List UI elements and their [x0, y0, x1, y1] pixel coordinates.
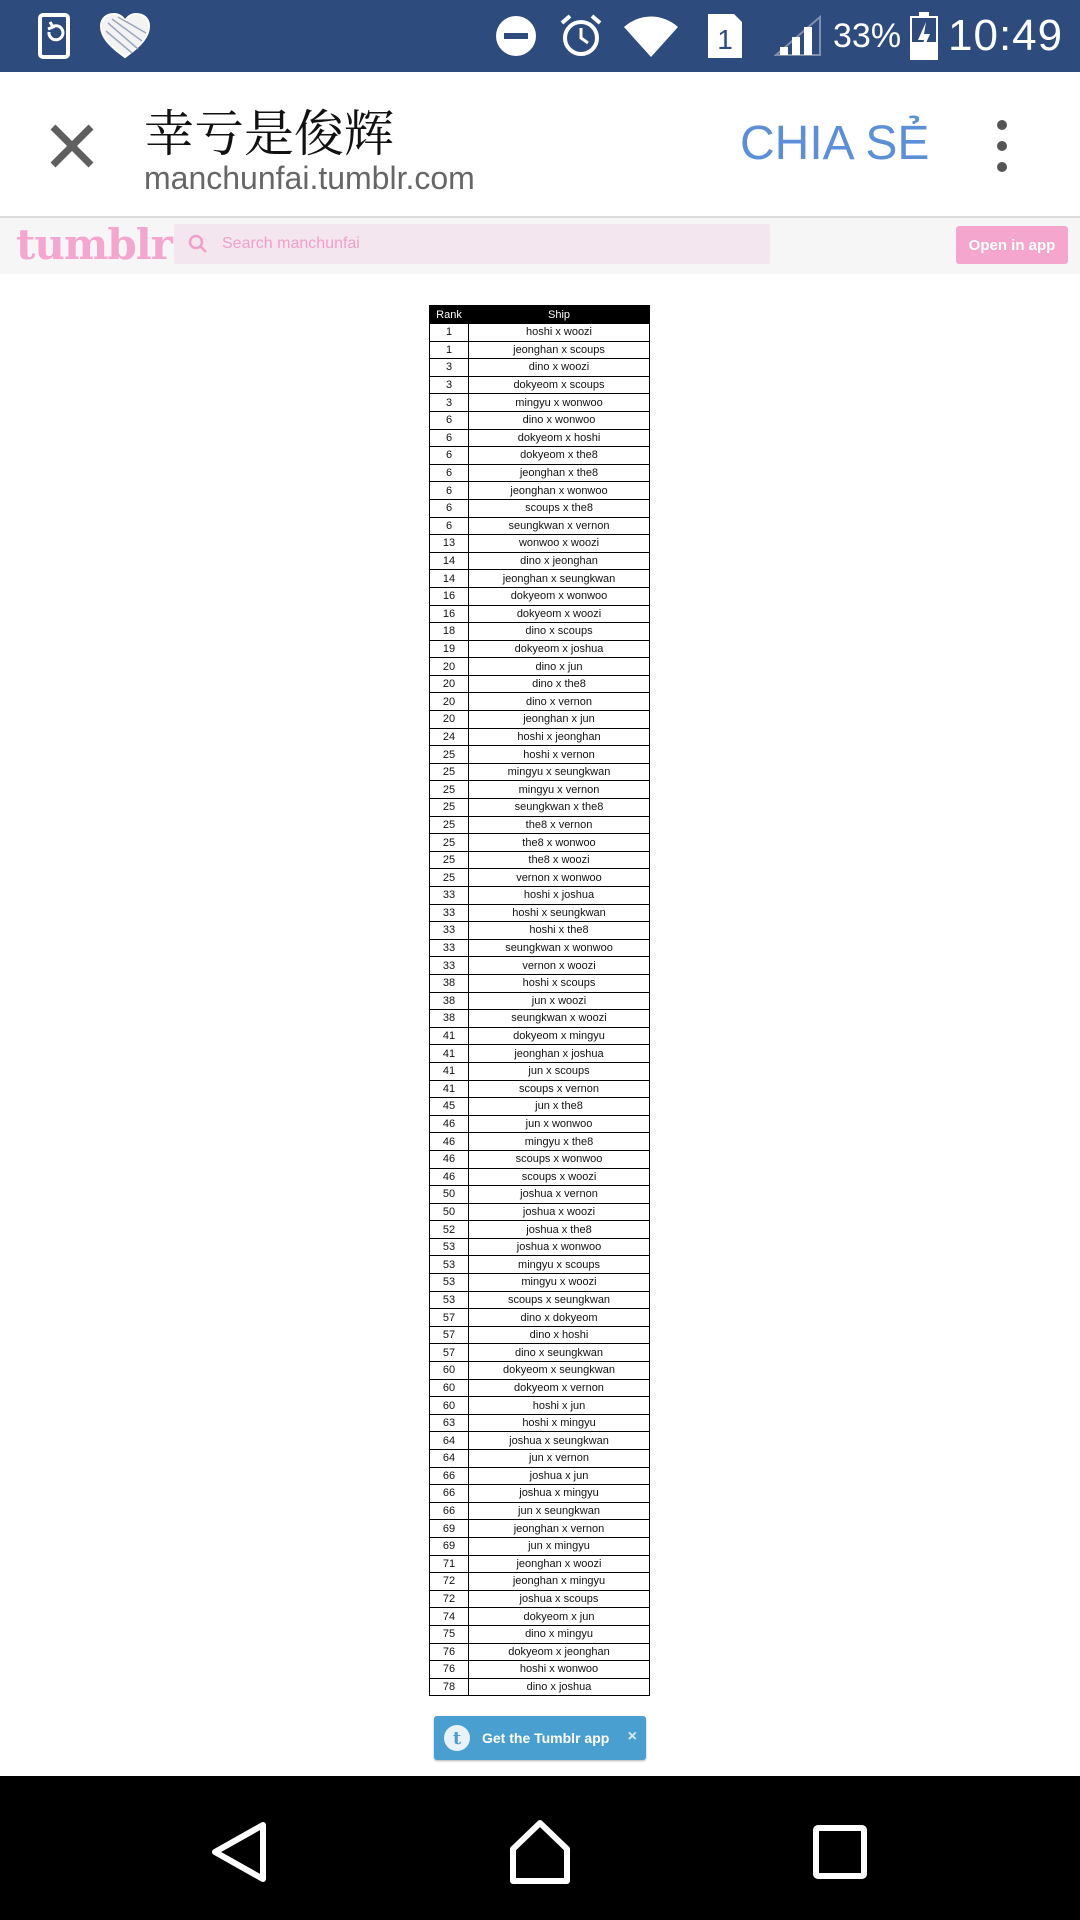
ship-cell: jeonghan x wonwoo: [469, 482, 650, 500]
ship-cell: mingyu x woozi: [469, 1274, 650, 1292]
rank-cell: 25: [430, 763, 469, 781]
table-row: [430, 957, 650, 975]
rank-cell: 46: [430, 1168, 469, 1186]
ship-cell: dino x dokyeom: [469, 1309, 650, 1327]
ship-cell: mingyu x scoups: [469, 1256, 650, 1274]
ship-cell: dokyeom x woozi: [469, 605, 650, 623]
ship-cell: dino x hoshi: [469, 1326, 650, 1344]
do-not-disturb-icon: [494, 0, 538, 72]
rank-cell: 6: [430, 517, 469, 535]
open-in-app-button[interactable]: Open in app: [956, 226, 1068, 264]
rank-cell: 25: [430, 816, 469, 834]
table-row: [430, 869, 650, 887]
rank-cell: 60: [430, 1397, 469, 1415]
ship-cell: hoshi x the8: [469, 922, 650, 940]
table-row: [430, 1573, 650, 1591]
rank-cell: 25: [430, 799, 469, 817]
ship-cell: mingyu x wonwoo: [469, 394, 650, 412]
table-row: [430, 1045, 650, 1063]
ship-cell: jeonghan x the8: [469, 464, 650, 482]
close-icon: [47, 121, 97, 171]
ship-cell: hoshi x vernon: [469, 746, 650, 764]
ship-cell: dino x wonwoo: [469, 411, 650, 429]
table-row: [430, 517, 650, 535]
table-row: [430, 992, 650, 1010]
rank-cell: 13: [430, 535, 469, 553]
table-row: [430, 1362, 650, 1380]
rank-cell: 25: [430, 834, 469, 852]
rank-cell: 33: [430, 887, 469, 905]
table-row: [430, 1608, 650, 1626]
table-row: [430, 922, 650, 940]
table-row: [430, 1661, 650, 1679]
custom-tab-toolbar: [0, 72, 1080, 218]
rank-cell: 50: [430, 1203, 469, 1221]
table-row: [430, 816, 650, 834]
table-row: [430, 1027, 650, 1045]
table-row: [430, 1379, 650, 1397]
table-row: [430, 623, 650, 641]
table-row: [430, 341, 650, 359]
rank-cell: 69: [430, 1520, 469, 1538]
ship-cell: hoshi x scoups: [469, 974, 650, 992]
table-row: [430, 1010, 650, 1028]
rank-cell: 69: [430, 1537, 469, 1555]
table-row: [430, 1168, 650, 1186]
ship-cell: seungkwan x woozi: [469, 1010, 650, 1028]
rank-cell: 38: [430, 992, 469, 1010]
ship-cell: mingyu x vernon: [469, 781, 650, 799]
rank-cell: 72: [430, 1590, 469, 1608]
battery-icon: [910, 0, 938, 72]
rank-cell: 20: [430, 693, 469, 711]
tumblr-t-icon: t: [444, 1725, 470, 1751]
recents-icon: [812, 1824, 868, 1880]
table-row: [430, 1397, 650, 1415]
page-title: 幸亏是俊辉: [144, 105, 394, 163]
ship-cell: joshua x scoups: [469, 1590, 650, 1608]
rank-cell: 3: [430, 359, 469, 377]
rank-cell: 75: [430, 1625, 469, 1643]
ship-cell: dokyeom x mingyu: [469, 1027, 650, 1045]
rank-cell: 60: [430, 1379, 469, 1397]
rank-cell: 19: [430, 640, 469, 658]
ship-cell: dokyeom x scoups: [469, 376, 650, 394]
ship-cell: dino x vernon: [469, 693, 650, 711]
tumblr-header: [0, 218, 1080, 274]
rank-cell: 53: [430, 1256, 469, 1274]
table-row: [430, 1133, 650, 1151]
home-button[interactable]: [500, 1812, 580, 1892]
rank-cell: 76: [430, 1643, 469, 1661]
ship-cell: dino x mingyu: [469, 1625, 650, 1643]
ship-cell: dokyeom x hoshi: [469, 429, 650, 447]
table-row: [430, 1625, 650, 1643]
table-row: [430, 693, 650, 711]
ship-rank-table: [429, 305, 650, 1696]
ship-cell: scoups x woozi: [469, 1168, 650, 1186]
rank-cell: 25: [430, 746, 469, 764]
ship-cell: jeonghan x joshua: [469, 1045, 650, 1063]
ship-cell: dokyeom x seungkwan: [469, 1362, 650, 1380]
ship-cell: the8 x wonwoo: [469, 834, 650, 852]
ship-cell: jun x seungkwan: [469, 1502, 650, 1520]
table-row: [430, 1555, 650, 1573]
rank-cell: 46: [430, 1133, 469, 1151]
table-row: [430, 1502, 650, 1520]
ship-cell: dino x joshua: [469, 1678, 650, 1696]
rank-cell: 3: [430, 394, 469, 412]
rank-cell: 66: [430, 1485, 469, 1503]
rank-cell: 33: [430, 957, 469, 975]
table-row: [430, 1432, 650, 1450]
back-button[interactable]: [200, 1812, 280, 1892]
rank-cell: 25: [430, 869, 469, 887]
rank-cell: 71: [430, 1555, 469, 1573]
wifi-icon: [622, 0, 680, 72]
table-row: [430, 763, 650, 781]
rank-cell: 18: [430, 623, 469, 641]
table-row: [430, 851, 650, 869]
rank-cell: 64: [430, 1432, 469, 1450]
ship-cell: dino x jun: [469, 658, 650, 676]
table-row: [430, 728, 650, 746]
table-row: [430, 974, 650, 992]
ship-cell: dino x jeonghan: [469, 552, 650, 570]
table-row: [430, 781, 650, 799]
rank-cell: 72: [430, 1573, 469, 1591]
get-tumblr-app-banner[interactable]: [434, 1716, 646, 1760]
more-vert-icon[interactable]: [984, 116, 1020, 176]
rank-cell: 53: [430, 1291, 469, 1309]
share-button[interactable]: CHIA SẺ: [740, 117, 930, 170]
rank-cell: 50: [430, 1186, 469, 1204]
rank-cell: 45: [430, 1098, 469, 1116]
ship-cell: jun x scoups: [469, 1062, 650, 1080]
table-row: [430, 605, 650, 623]
ship-cell: scoups x wonwoo: [469, 1150, 650, 1168]
rank-cell: 6: [430, 447, 469, 465]
ship-cell: joshua x woozi: [469, 1203, 650, 1221]
table-row: [430, 939, 650, 957]
ship-cell: joshua x wonwoo: [469, 1238, 650, 1256]
rank-cell: 63: [430, 1414, 469, 1432]
ship-cell: jeonghan x scoups: [469, 341, 650, 359]
rank-cell: 41: [430, 1027, 469, 1045]
table-row: [430, 1098, 650, 1116]
ship-cell: mingyu x the8: [469, 1133, 650, 1151]
rank-cell: 57: [430, 1309, 469, 1327]
rank-cell: 41: [430, 1062, 469, 1080]
rank-cell: 3: [430, 376, 469, 394]
ship-cell: hoshi x woozi: [469, 324, 650, 342]
rank-cell: 46: [430, 1150, 469, 1168]
sim-card-icon: [706, 0, 744, 72]
table-row: [430, 711, 650, 729]
table-row: [430, 1238, 650, 1256]
table-row: [430, 1203, 650, 1221]
table-row: [430, 887, 650, 905]
table-row: [430, 429, 650, 447]
rank-cell: 33: [430, 904, 469, 922]
ship-cell: the8 x woozi: [469, 851, 650, 869]
table-row: [430, 1326, 650, 1344]
ship-cell: the8 x vernon: [469, 816, 650, 834]
table-row: [430, 1450, 650, 1468]
ship-cell: jun x mingyu: [469, 1537, 650, 1555]
table-row: [430, 640, 650, 658]
table-row: [430, 1344, 650, 1362]
close-button[interactable]: [40, 114, 104, 178]
ship-cell: dino x scoups: [469, 623, 650, 641]
ship-cell: seungkwan x wonwoo: [469, 939, 650, 957]
table-row: [430, 675, 650, 693]
rank-cell: 6: [430, 429, 469, 447]
table-row: [430, 570, 650, 588]
table-body: [430, 324, 650, 1696]
clock: 10:49: [948, 11, 1064, 60]
ship-cell: joshua x jun: [469, 1467, 650, 1485]
tumblr-logo[interactable]: tumblr: [16, 220, 172, 269]
ship-cell: jeonghan x woozi: [469, 1555, 650, 1573]
ship-cell: jeonghan x jun: [469, 711, 650, 729]
table-row: [430, 1520, 650, 1538]
table-row: [430, 1274, 650, 1292]
navigation-bar: [0, 1776, 1080, 1920]
ship-cell: jun x wonwoo: [469, 1115, 650, 1133]
heart-sketch-icon: [98, 0, 152, 72]
ship-cell: scoups x seungkwan: [469, 1291, 650, 1309]
table-row: [430, 1309, 650, 1327]
search-icon: [188, 233, 210, 255]
rank-cell: 57: [430, 1344, 469, 1362]
alarm-icon: [558, 0, 604, 72]
ship-cell: dokyeom x jun: [469, 1608, 650, 1626]
rank-cell: 16: [430, 605, 469, 623]
ship-cell: vernon x woozi: [469, 957, 650, 975]
ship-cell: joshua x mingyu: [469, 1485, 650, 1503]
rank-cell: 57: [430, 1326, 469, 1344]
table-row: [430, 1186, 650, 1204]
table-row: [430, 1062, 650, 1080]
ship-cell: mingyu x seungkwan: [469, 763, 650, 781]
ship-cell: hoshi x jun: [469, 1397, 650, 1415]
table-row: [430, 394, 650, 412]
rank-cell: 74: [430, 1608, 469, 1626]
table-row: [430, 1414, 650, 1432]
rank-cell: 1: [430, 324, 469, 342]
table-row: [430, 359, 650, 377]
rank-cell: 41: [430, 1080, 469, 1098]
table-row: [430, 1485, 650, 1503]
rank-cell: 66: [430, 1502, 469, 1520]
search-box[interactable]: [174, 224, 770, 264]
rank-cell: 14: [430, 552, 469, 570]
rank-cell: 53: [430, 1238, 469, 1256]
rank-cell: 14: [430, 570, 469, 588]
status-bar: [0, 0, 1080, 72]
ship-cell: joshua x the8: [469, 1221, 650, 1239]
ship-cell: seungkwan x vernon: [469, 517, 650, 535]
rank-cell: 52: [430, 1221, 469, 1239]
rank-cell: 6: [430, 411, 469, 429]
ship-cell: hoshi x joshua: [469, 887, 650, 905]
rank-cell: 53: [430, 1274, 469, 1292]
rank-cell: 60: [430, 1362, 469, 1380]
table-row: [430, 658, 650, 676]
rank-cell: 41: [430, 1045, 469, 1063]
header-rank: Rank: [430, 306, 469, 324]
table-row: [430, 482, 650, 500]
rank-cell: 6: [430, 464, 469, 482]
rank-cell: 25: [430, 851, 469, 869]
table-row: [430, 1678, 650, 1696]
screen-rotate-icon: [38, 0, 70, 72]
rank-cell: 33: [430, 939, 469, 957]
table-row: [430, 499, 650, 517]
rank-cell: 1: [430, 341, 469, 359]
rank-cell: 20: [430, 675, 469, 693]
ship-cell: joshua x seungkwan: [469, 1432, 650, 1450]
table-row: [430, 834, 650, 852]
rank-cell: 6: [430, 482, 469, 500]
table-row: [430, 535, 650, 553]
rank-cell: 64: [430, 1450, 469, 1468]
ship-cell: jeonghan x mingyu: [469, 1573, 650, 1591]
sim-badge: 1: [717, 24, 733, 55]
ship-cell: dokyeom x vernon: [469, 1379, 650, 1397]
rank-cell: 6: [430, 499, 469, 517]
table-row: [430, 587, 650, 605]
rank-cell: 76: [430, 1661, 469, 1679]
ship-cell: dokyeom x the8: [469, 447, 650, 465]
table-row: [430, 1590, 650, 1608]
table-row: [430, 1256, 650, 1274]
table-row: [430, 904, 650, 922]
table-row: [430, 1467, 650, 1485]
table-row: [430, 746, 650, 764]
table-row: [430, 1291, 650, 1309]
ship-cell: dokyeom x joshua: [469, 640, 650, 658]
ship-cell: dino x the8: [469, 675, 650, 693]
ship-cell: dino x woozi: [469, 359, 650, 377]
table-row: [430, 1150, 650, 1168]
ship-cell: wonwoo x woozi: [469, 535, 650, 553]
search-input[interactable]: [220, 234, 764, 254]
table-row: [430, 552, 650, 570]
ship-cell: dokyeom x wonwoo: [469, 587, 650, 605]
rank-cell: 16: [430, 587, 469, 605]
ship-cell: scoups x the8: [469, 499, 650, 517]
ship-cell: hoshi x mingyu: [469, 1414, 650, 1432]
ship-cell: dokyeom x jeonghan: [469, 1643, 650, 1661]
ship-cell: jeonghan x seungkwan: [469, 570, 650, 588]
ship-cell: joshua x vernon: [469, 1186, 650, 1204]
page-url: manchunfai.tumblr.com: [144, 160, 475, 196]
ship-cell: hoshi x seungkwan: [469, 904, 650, 922]
rank-cell: 78: [430, 1678, 469, 1696]
battery-percent: 33%: [833, 16, 902, 55]
home-icon: [507, 1819, 573, 1885]
ship-cell: jeonghan x vernon: [469, 1520, 650, 1538]
ship-cell: jun x the8: [469, 1098, 650, 1116]
table-row: [430, 799, 650, 817]
rank-cell: 20: [430, 711, 469, 729]
rank-cell: 24: [430, 728, 469, 746]
ship-cell: seungkwan x the8: [469, 799, 650, 817]
table-row: [430, 376, 650, 394]
ship-cell: dino x seungkwan: [469, 1344, 650, 1362]
back-icon: [209, 1821, 271, 1883]
banner-close-button[interactable]: ×: [627, 1728, 637, 1745]
ship-cell: hoshi x wonwoo: [469, 1661, 650, 1679]
get-app-label: Get the Tumblr app: [482, 1730, 610, 1746]
table-row: [430, 1643, 650, 1661]
rank-cell: 25: [430, 781, 469, 799]
ship-cell: vernon x wonwoo: [469, 869, 650, 887]
rank-cell: 38: [430, 974, 469, 992]
table-row: [430, 1221, 650, 1239]
table-row: [430, 464, 650, 482]
table-row: [430, 1080, 650, 1098]
cellular-signal-icon: [774, 0, 822, 72]
rank-cell: 20: [430, 658, 469, 676]
table-row: [430, 411, 650, 429]
table-row: [430, 1115, 650, 1133]
ship-cell: hoshi x jeonghan: [469, 728, 650, 746]
table-row: [430, 324, 650, 342]
recents-button[interactable]: [800, 1812, 880, 1892]
table-row: [430, 1537, 650, 1555]
rank-cell: 38: [430, 1010, 469, 1028]
table-row: [430, 447, 650, 465]
header-ship: Ship: [469, 306, 650, 324]
table-header-row: [430, 306, 650, 324]
rank-cell: 33: [430, 922, 469, 940]
ship-cell: jun x woozi: [469, 992, 650, 1010]
rank-cell: 46: [430, 1115, 469, 1133]
ship-cell: jun x vernon: [469, 1450, 650, 1468]
ship-cell: scoups x vernon: [469, 1080, 650, 1098]
rank-cell: 66: [430, 1467, 469, 1485]
